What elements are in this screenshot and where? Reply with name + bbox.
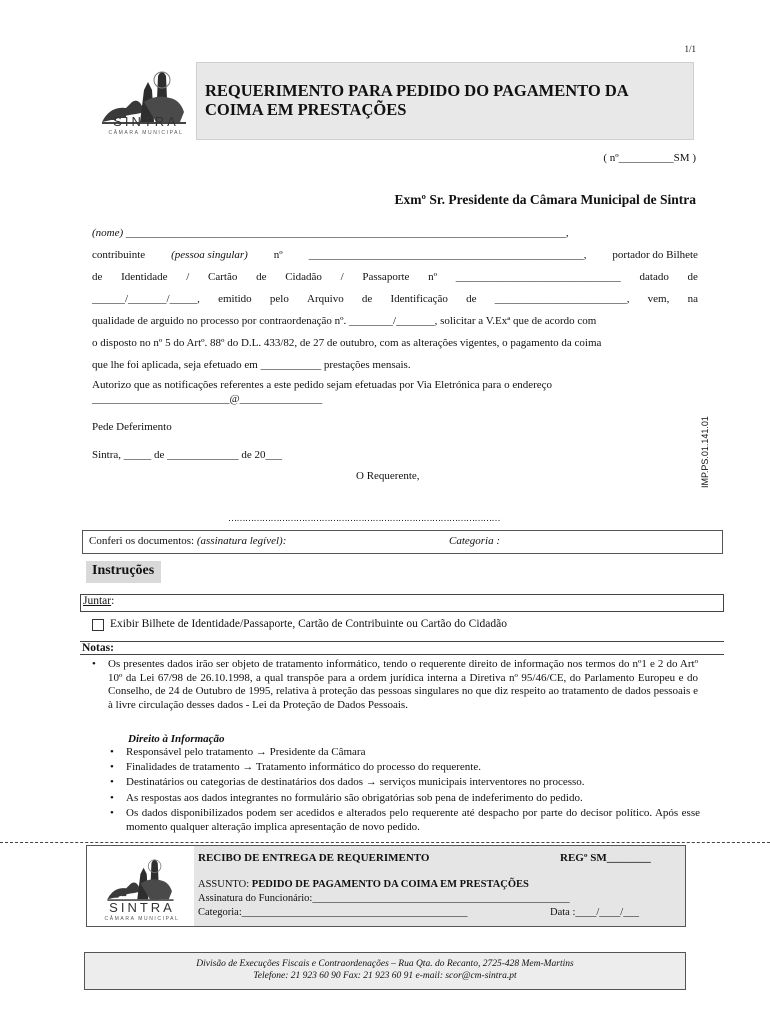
logo-brand: SINTRA	[113, 114, 179, 129]
title-line-2: COIMA EM PRESTAÇÕES	[205, 100, 407, 119]
text-fragment: Identidade	[121, 271, 168, 283]
juntar-label: Juntar	[83, 595, 112, 607]
text-fragment: de	[361, 293, 373, 305]
archive-blank: ________________________,	[494, 293, 630, 305]
text-fragment: de	[466, 293, 477, 305]
issue-date-line[interactable]	[92, 292, 698, 306]
text-fragment: /	[340, 271, 344, 283]
text-fragment: Cidadão	[285, 271, 322, 283]
date-field-line[interactable]: Sintra, _____ de _____________ de 20___	[92, 449, 283, 461]
email-field[interactable]: _________________________@_______________	[92, 393, 323, 405]
logo-brand: SINTRA	[109, 900, 175, 915]
checkbox-label: Exibir Bilhete de Identidade/Passaporte, Cartão de Contribuinte ou Cartão do Cidadão	[110, 618, 507, 630]
instructions-heading: Instruções	[86, 561, 161, 583]
text-fragment: portador do Bilhete	[612, 249, 698, 261]
note-text: Responsável pelo tratamento → Presidente da Câmara	[126, 746, 366, 758]
sintra-palace-icon	[92, 852, 192, 904]
receipt-sintra-logo	[92, 852, 192, 932]
text-fragment: vem,	[647, 293, 670, 305]
bullet-icon: •	[92, 658, 96, 670]
logo-subtitle: CÂMARA MUNICIPAL	[108, 130, 184, 136]
text-fragment: pelo	[269, 293, 289, 305]
receipt-signature-field[interactable]: Assinatura do Funcionário:_________________________________________________	[198, 893, 570, 904]
text-fragment: /	[186, 271, 190, 283]
category-label: Categoria :	[449, 535, 501, 547]
text-fragment: emitido	[218, 293, 252, 305]
text-fragment: de	[92, 271, 103, 283]
note-item	[110, 746, 700, 760]
note-item	[110, 807, 700, 834]
subject-value: PEDIDO DE PAGAMENTO DA COIMA EM PRESTAÇÕES	[251, 879, 529, 890]
receipt-reg: REGº SM________	[560, 852, 651, 864]
signature-line[interactable]: ……………………………………………………………………………………	[228, 513, 500, 523]
addressee: Exmº Sr. Presidente da Câmara Municipal de Sintra	[394, 192, 696, 207]
note-text: Os presentes dados irão ser objeto de tratamento informático, tendo o requerente direito de informação nos termos do nº1 e 2 do Artº 10º da Lei 67/98 de 26.10.1998, a qual transpõe para a ordem jurídica interna a Diretiva nº 95/46/CE, do Parlamento Europeu e do Conselho, de 24 de Outubro de 1995, relativa à proteção das pessoas singulares no que diz respeito ao tratamento de dados pessoais e à livre circulação desses dados - Lei da Proteção de Dados Pessoais.	[108, 658, 698, 711]
notas-label: Notas:	[80, 641, 724, 655]
verification-box[interactable]	[82, 530, 723, 554]
id-number-blank: ______________________________	[455, 271, 621, 283]
note-text: As respostas aos dados integrantes no formulário são obrigatórias sob pena de indeferimento do pedido.	[126, 792, 583, 804]
juntar-colon: :	[111, 595, 115, 607]
footer-address: Divisão de Execuções Fiscais e Contraordenações – Rua Qta. do Recanto, 2725-428 Mem-Martins	[196, 959, 574, 969]
text-fragment: de	[256, 271, 267, 283]
process-line[interactable]: qualidade de arguido no processo por contraordenação nº. ________/_______, solicitar a V.Exª que de acordo com	[92, 315, 597, 327]
note-item	[110, 792, 700, 806]
legal-ref-line: o disposto no nº 5 do Artº. 88º do D.L. 433/82, de 27 de outubro, com as alterações vigentes, o pagamento da coima	[92, 337, 602, 349]
name-label: (nome)	[92, 227, 124, 239]
text-fragment: datado	[639, 271, 669, 283]
direito-heading: Direito à Informação	[128, 733, 225, 745]
footer-box	[84, 952, 686, 990]
text-fragment: nº	[428, 271, 438, 283]
taxpayer-blank: __________________________________________________,	[308, 249, 587, 261]
verification-label-italic: (assinatura legível):	[196, 535, 287, 547]
bullet-icon: •	[110, 792, 114, 804]
note-item	[110, 776, 700, 790]
note-item	[110, 761, 700, 775]
bullet-icon: •	[110, 761, 114, 773]
text-fragment: de	[687, 271, 698, 283]
cut-line	[0, 842, 770, 843]
receipt-date-field[interactable]: Data :____/____/___	[550, 907, 639, 918]
reference-number: ( nº__________SM )	[603, 152, 696, 164]
document-title	[205, 81, 685, 119]
receipt-category-field[interactable]: Categoria:___________________________________________	[198, 907, 468, 918]
sintra-logo	[96, 62, 196, 142]
name-field-line[interactable]	[92, 226, 698, 240]
verification-label	[89, 535, 286, 547]
verification-label-text: Conferi os documentos:	[89, 535, 195, 547]
note-item	[92, 658, 698, 712]
bullet-icon: •	[110, 807, 114, 819]
text-fragment: Cartão	[208, 271, 238, 283]
note-text: Destinatários ou categorias de destinatários dos dados → serviços municipais interventores no processo.	[126, 776, 585, 788]
text-fragment: Passaporte	[362, 271, 410, 283]
text-fragment: contribuinte	[92, 249, 146, 261]
receipt-subject	[198, 879, 529, 890]
footer-contacts: Telefone: 21 923 60 90 Fax: 21 923 60 91 e-mail: scor@cm-sintra.pt	[253, 971, 517, 981]
issue-date-blank: ______/_______/_____,	[92, 293, 200, 305]
note-text: Os dados disponibilizados podem ser acedidos e alterados pelo requerente até despacho por parte do decisor político. Após esse momento qualquer alteração implica apresentação de novo pedido.	[126, 807, 700, 833]
text-fragment: (pessoa singular)	[171, 249, 248, 261]
logo-subtitle: CÂMARA MUNICIPAL	[104, 916, 180, 922]
subject-label: ASSUNTO:	[198, 879, 250, 890]
juntar-box	[80, 594, 724, 612]
taxpayer-line[interactable]	[92, 248, 698, 262]
installments-line[interactable]: que lhe foi aplicada, seja efetuado em ___________ prestações mensais.	[92, 359, 411, 371]
title-line-1: REQUERIMENTO PARA PEDIDO DO PAGAMENTO DA	[205, 81, 629, 100]
bullet-icon: •	[110, 746, 114, 758]
text-fragment: Arquivo	[307, 293, 344, 305]
title-box	[196, 62, 694, 140]
text-fragment: nº	[273, 249, 283, 261]
document-checkbox[interactable]	[92, 619, 104, 631]
bullet-icon: •	[110, 776, 114, 788]
text-fragment: na	[687, 293, 698, 305]
requerente-label: O Requerente,	[356, 470, 420, 482]
receipt-title: RECIBO DE ENTREGA DE REQUERIMENTO	[198, 852, 430, 864]
note-text: Finalidades de tratamento → Tratamento informático do processo do requerente.	[126, 761, 481, 773]
form-code: IMP.PS.01.141.01	[700, 416, 710, 488]
text-fragment: Identificação	[390, 293, 448, 305]
pede-deferimento: Pede Deferimento	[92, 421, 172, 433]
id-doc-line[interactable]	[92, 270, 698, 284]
page-number: 1/1	[684, 44, 696, 54]
name-blank: ________________________________________________________________________________,	[125, 227, 569, 239]
email-authorization-line: Autorizo que as notificações referentes a este pedido sejam efetuadas por Via Eletrónica para o endereço	[92, 379, 553, 391]
